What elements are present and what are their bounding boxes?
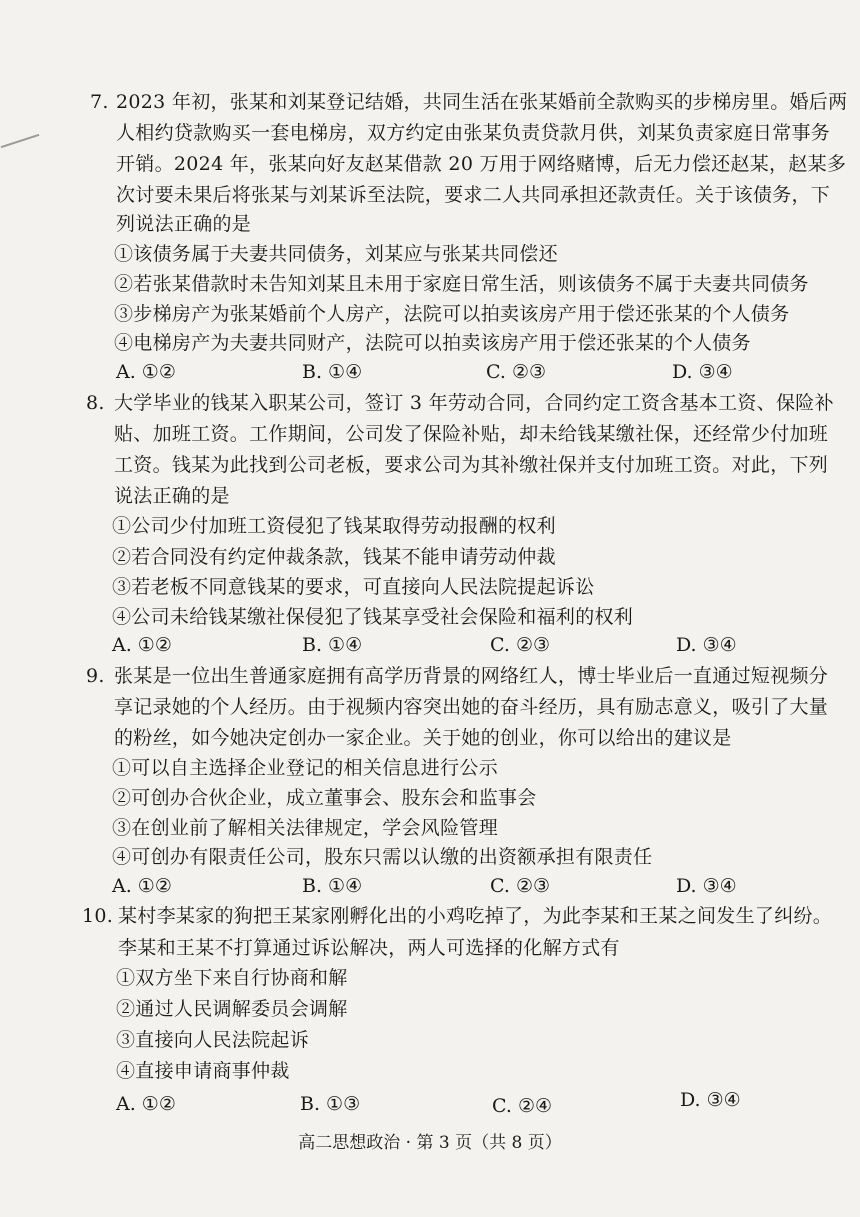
question-text-line: 张某是一位出生普通家庭拥有高学历背景的网络红人，博士毕业后一直通过短视频分 (114, 665, 829, 687)
statement: ②可创办合伙企业，成立董事会、股东会和监事会 (112, 787, 537, 809)
option-a: A. ①② (112, 875, 172, 897)
option-a: A. ①② (112, 634, 172, 656)
option-d: D. ③④ (676, 634, 737, 656)
statement: ③若老板不同意钱某的要求，可直接向人民法院提起诉讼 (112, 576, 595, 598)
question-text-line: 次讨要未果后将张某与刘某诉至法院，要求二人共同承担还款责任。关于该债务，下 (116, 184, 831, 206)
question-text-line: 某村李某家的狗把王某家刚孵化出的小鸡吃掉了，为此李某和王某之间发生了纠纷。 (118, 905, 833, 927)
option-d: D. ③④ (680, 1089, 741, 1111)
question-text-line: 说法正确的是 (114, 485, 230, 507)
question-number: 9. (86, 665, 105, 687)
question-number: 8. (86, 392, 105, 414)
option-d: D. ③④ (676, 875, 737, 897)
question-text-line: 的粉丝，如今她决定创办一家企业。关于她的创业，你可以给出的建议是 (114, 727, 732, 749)
option-a: A. ①② (116, 361, 176, 383)
statement: ④直接申请商事仲裁 (116, 1060, 290, 1082)
question-text-line: 工资。钱某为此找到公司老板，要求公司为其补缴社保并支付加班工资。对此，下列 (114, 454, 829, 476)
question-text-line: 大学毕业的钱某入职某公司，签订 3 年劳动合同，合同约定工资含基本工资、保险补 (114, 392, 834, 414)
page-footer: 高二思想政治 · 第 3 页（共 8 页） (298, 1133, 562, 1153)
statement: ③在创业前了解相关法律规定，学会风险管理 (112, 817, 499, 839)
option-b: B. ①④ (302, 875, 363, 897)
statement: ①该债务属于夫妻共同债务，刘某应与张某共同偿还 (114, 243, 558, 265)
question-text-line: 享记录她的个人经历。由于视频内容突出她的奋斗经历，具有励志意义，吸引了大量 (114, 696, 829, 718)
statement: ②若张某借款时未告知刘某且未用于家庭日常生活，则该债务不属于夫妻共同债务 (114, 273, 809, 295)
option-b: B. ①④ (302, 634, 363, 656)
option-c: C. ②③ (490, 634, 551, 656)
statement: ④公司未给钱某缴社保侵犯了钱某享受社会保险和福利的权利 (112, 606, 634, 628)
question-text-line: 列说法正确的是 (116, 213, 252, 235)
question-number: 7. (90, 91, 109, 113)
question-text-line: 李某和王某不打算通过诉讼解决，两人可选择的化解方式有 (118, 937, 620, 959)
option-c: C. ②③ (490, 875, 551, 897)
statement: ③直接向人民法院起诉 (116, 1029, 310, 1051)
option-b: B. ①④ (302, 361, 363, 383)
statement: ①可以自主选择企业登记的相关信息进行公示 (112, 757, 499, 779)
scan-smudge (1, 134, 40, 148)
option-a: A. ①② (116, 1093, 176, 1115)
statement: ④可创办有限责任公司，股东只需以认缴的出资额承担有限责任 (112, 846, 653, 868)
statement: ①公司少付加班工资侵犯了钱某取得劳动报酬的权利 (112, 515, 556, 537)
option-d: D. ③④ (672, 361, 733, 383)
statement: ②通过人民调解委员会调解 (116, 998, 348, 1020)
question-text-line: 贴、加班工资。工作期间，公司发了保险补贴，却未给钱某缴社保，还经常少付加班 (114, 423, 829, 445)
question-text-line: 开销。2024 年，张某向好友赵某借款 20 万用于网络赌博，后无力偿还赵某，赵某多 (116, 153, 847, 175)
option-c: C. ②④ (492, 1095, 553, 1117)
option-c: C. ②③ (486, 361, 547, 383)
statement: ④电梯房产为夫妻共同财产，法院可以拍卖该房产用于偿还张某的个人债务 (114, 332, 751, 354)
question-text-line: 人相约贷款购买一套电梯房，双方约定由张某负责贷款月供，刘某负责家庭日常事务 (116, 122, 831, 144)
question-text-line: 2023 年初，张某和刘某登记结婚，共同生活在张某婚前全款购买的步梯房里。婚后两 (116, 91, 848, 113)
statement: ①双方坐下来自行协商和解 (116, 967, 348, 989)
option-b: B. ①③ (300, 1093, 361, 1115)
statement: ②若合同没有约定仲裁条款，钱某不能申请劳动仲裁 (112, 546, 556, 568)
question-number: 10. (82, 905, 114, 927)
statement: ③步梯房产为张某婚前个人房产，法院可以拍卖该房产用于偿还张某的个人债务 (114, 303, 790, 325)
